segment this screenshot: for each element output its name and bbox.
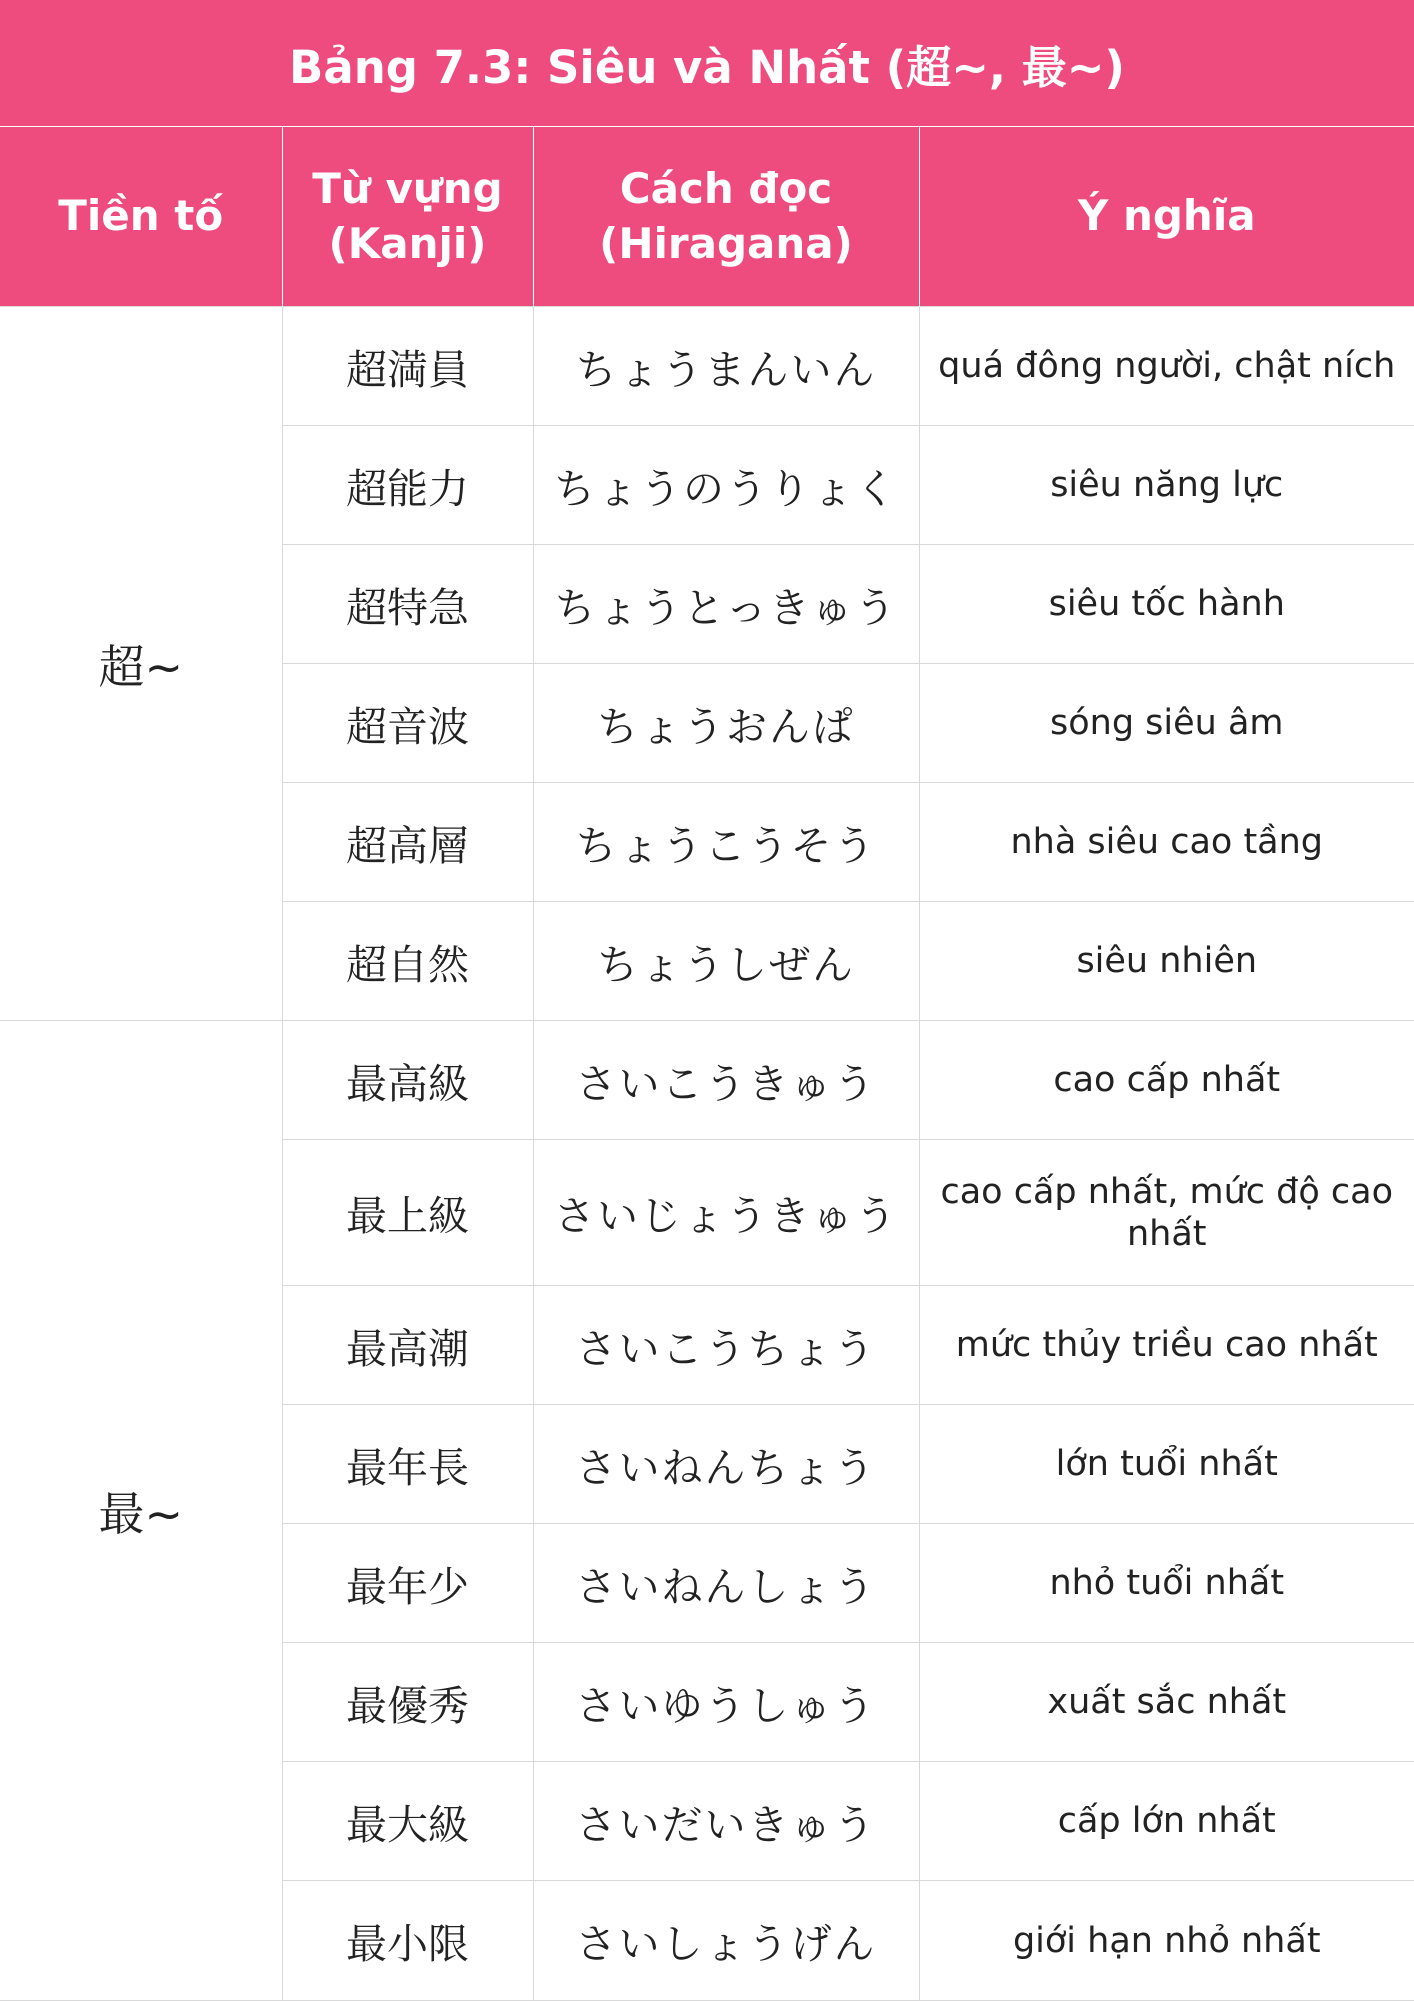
reading-cell: ちょうまんいん <box>533 307 919 426</box>
reading-cell: ちょうのうりょく <box>533 426 919 545</box>
kanji-cell: 最高潮 <box>282 1286 533 1405</box>
meaning-cell: siêu năng lực <box>919 426 1414 545</box>
kanji-cell: 超自然 <box>282 902 533 1021</box>
kanji-cell: 最小限 <box>282 1881 533 2001</box>
reading-cell: ちょうしぜん <box>533 902 919 1021</box>
header-vocab-line1: Từ vựng <box>312 163 503 213</box>
table-title-row <box>0 0 1414 127</box>
reading-cell: ちょうとっきゅう <box>533 545 919 664</box>
meaning-cell: xuất sắc nhất <box>919 1643 1414 1762</box>
header-prefix <box>0 127 282 307</box>
meaning-cell: cao cấp nhất, mức độ cao nhất <box>919 1140 1414 1286</box>
kanji-cell: 超特急 <box>282 545 533 664</box>
table-header-row <box>0 127 1414 307</box>
meaning-cell: cấp lớn nhất <box>919 1762 1414 1881</box>
header-meaning <box>919 127 1414 307</box>
kanji-cell: 超音波 <box>282 664 533 783</box>
reading-cell: さいこうちょう <box>533 1286 919 1405</box>
kanji-cell: 最大級 <box>282 1762 533 1881</box>
reading-cell: さいねんちょう <box>533 1405 919 1524</box>
kanji-cell: 最上級 <box>282 1140 533 1286</box>
table-row <box>0 1021 1414 1140</box>
header-reading <box>533 127 919 307</box>
meaning-cell: mức thủy triều cao nhất <box>919 1286 1414 1405</box>
reading-cell: さいねんしょう <box>533 1524 919 1643</box>
reading-cell: さいこうきゅう <box>533 1021 919 1140</box>
reading-cell: ちょうこうそう <box>533 783 919 902</box>
meaning-cell: nhỏ tuổi nhất <box>919 1524 1414 1643</box>
table-title: Bảng 7.3: Siêu và Nhất (超~, 最~) <box>0 0 1414 127</box>
kanji-cell: 最高級 <box>282 1021 533 1140</box>
reading-cell: さいしょうげん <box>533 1881 919 2001</box>
kanji-cell: 超能力 <box>282 426 533 545</box>
prefix-cell: 最~ <box>0 1021 282 2001</box>
header-prefix-label: Tiền tố <box>58 191 224 241</box>
meaning-cell: siêu nhiên <box>919 902 1414 1021</box>
header-vocab <box>282 127 533 307</box>
prefix-cell: 超~ <box>0 307 282 1021</box>
meaning-cell: lớn tuổi nhất <box>919 1405 1414 1524</box>
reading-cell: さいゆうしゅう <box>533 1643 919 1762</box>
reading-cell: ちょうおんぱ <box>533 664 919 783</box>
kanji-cell: 超高層 <box>282 783 533 902</box>
kanji-cell: 最優秀 <box>282 1643 533 1762</box>
header-reading-line1: Cách đọc <box>619 163 833 213</box>
meaning-cell: sóng siêu âm <box>919 664 1414 783</box>
header-vocab-line2: (Kanji) <box>328 218 487 268</box>
meaning-cell: cao cấp nhất <box>919 1021 1414 1140</box>
meaning-cell: quá đông người, chật ních <box>919 307 1414 426</box>
reading-cell: さいじょうきゅう <box>533 1140 919 1286</box>
header-reading-line2: (Hiragana) <box>599 218 853 268</box>
reading-cell: さいだいきゅう <box>533 1762 919 1881</box>
kanji-cell: 最年少 <box>282 1524 533 1643</box>
meaning-cell: siêu tốc hành <box>919 545 1414 664</box>
table-row <box>0 307 1414 426</box>
kanji-cell: 最年長 <box>282 1405 533 1524</box>
meaning-cell: giới hạn nhỏ nhất <box>919 1881 1414 2001</box>
kanji-cell: 超満員 <box>282 307 533 426</box>
meaning-cell: nhà siêu cao tầng <box>919 783 1414 902</box>
header-meaning-label: Ý nghĩa <box>1077 191 1256 241</box>
